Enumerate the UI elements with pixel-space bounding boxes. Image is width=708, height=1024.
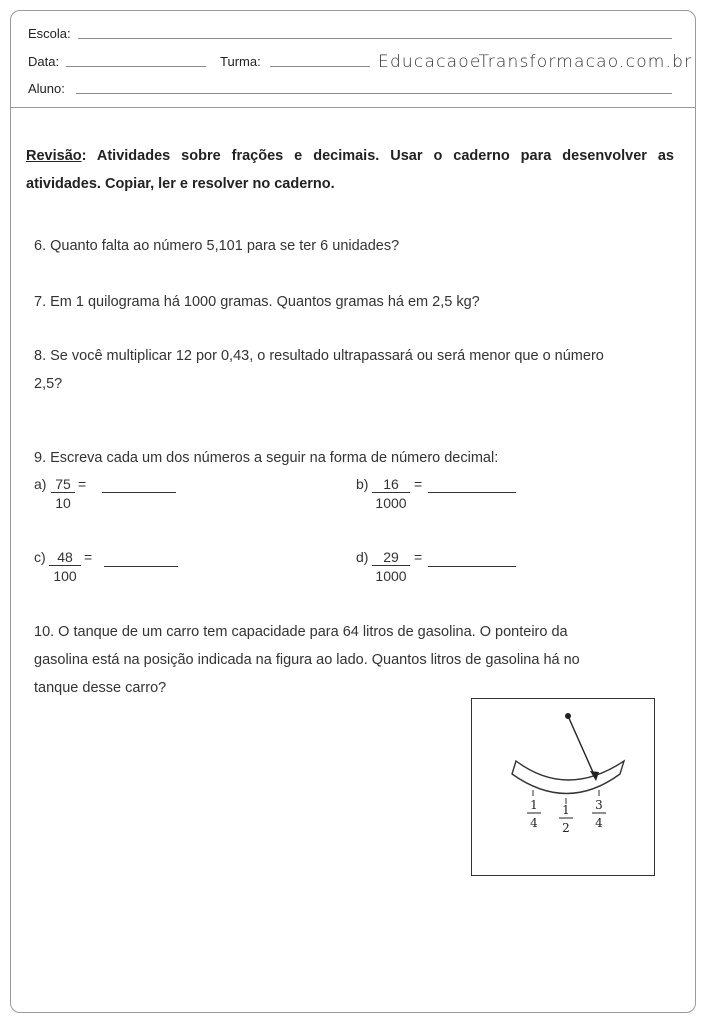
mark-2-den: 2 [562, 821, 570, 835]
mark-2-num: 1 [562, 803, 570, 817]
denominator: 100 [53, 568, 77, 584]
equals-sign: = [414, 549, 423, 565]
answer-blank-d[interactable] [428, 566, 516, 567]
gauge-scale [512, 761, 624, 794]
item-label: d) [356, 549, 369, 565]
student-field[interactable] [76, 93, 672, 94]
school-label: Escola: [28, 26, 71, 41]
question-10-line2: gasolina está na posição indicada na figura ao lado. Quantos litros de gasolina há no [34, 652, 580, 668]
date-label: Data: [28, 54, 60, 69]
mark-3-num: 3 [595, 798, 603, 812]
review-instruction [26, 142, 674, 198]
question-7: 7. Em 1 quilograma há 1000 gramas. Quantos gramas há em 2,5 kg? [34, 294, 480, 310]
question-8-line2: 2,5? [34, 376, 63, 392]
numerator: 48 [49, 549, 81, 566]
date-field[interactable] [66, 66, 206, 67]
class-label: Turma: [220, 54, 261, 69]
gauge-pivot [565, 713, 571, 719]
numerator: 16 [372, 476, 410, 493]
question-10-line3: tanque desse carro? [34, 680, 167, 696]
mark-1-den: 4 [530, 816, 538, 830]
equals-sign: = [414, 476, 423, 492]
denominator: 10 [55, 495, 71, 511]
numerator: 75 [51, 476, 75, 493]
review-text: : Atividades sobre frações e decimais. Usar o caderno para desenvolver as atividades. Copiar, ler e resolver no caderno. [26, 148, 674, 192]
question-8-line1: 8. Se você multiplicar 12 por 0,43, o resultado ultrapassará ou será menor que o número [34, 348, 604, 364]
class-field[interactable] [270, 66, 370, 67]
equals-sign: = [78, 476, 87, 492]
question-6: 6. Quanto falta ao número 5,101 para se ter 6 unidades? [34, 238, 400, 254]
numerator: 29 [372, 549, 410, 566]
school-field[interactable] [78, 38, 672, 39]
mark-3-den: 4 [595, 816, 603, 830]
answer-blank-a[interactable] [102, 492, 176, 493]
answer-blank-c[interactable] [104, 566, 178, 567]
mark-1-num: 1 [530, 798, 538, 812]
gauge-pointer [568, 716, 596, 779]
item-label: c) [34, 549, 46, 565]
item-label: b) [356, 476, 369, 492]
site-watermark: EducacaoeTransformacao.com.br [378, 52, 693, 72]
question-10-line1: 10. O tanque de um carro tem capacidade para 64 litros de gasolina. O ponteiro da [34, 624, 568, 640]
student-label: Aluno: [28, 81, 65, 96]
denominator: 1000 [375, 568, 407, 584]
denominator: 1000 [375, 495, 407, 511]
fuel-gauge-figure [471, 698, 655, 876]
question-9: 9. Escreva cada um dos números a seguir na forma de número decimal: [34, 450, 499, 466]
equals-sign: = [84, 549, 93, 565]
fuel-gauge-icon [472, 699, 654, 875]
answer-blank-b[interactable] [428, 492, 516, 493]
review-keyword: Revisão [26, 148, 82, 164]
item-label: a) [34, 476, 47, 492]
header-separator [10, 107, 696, 108]
